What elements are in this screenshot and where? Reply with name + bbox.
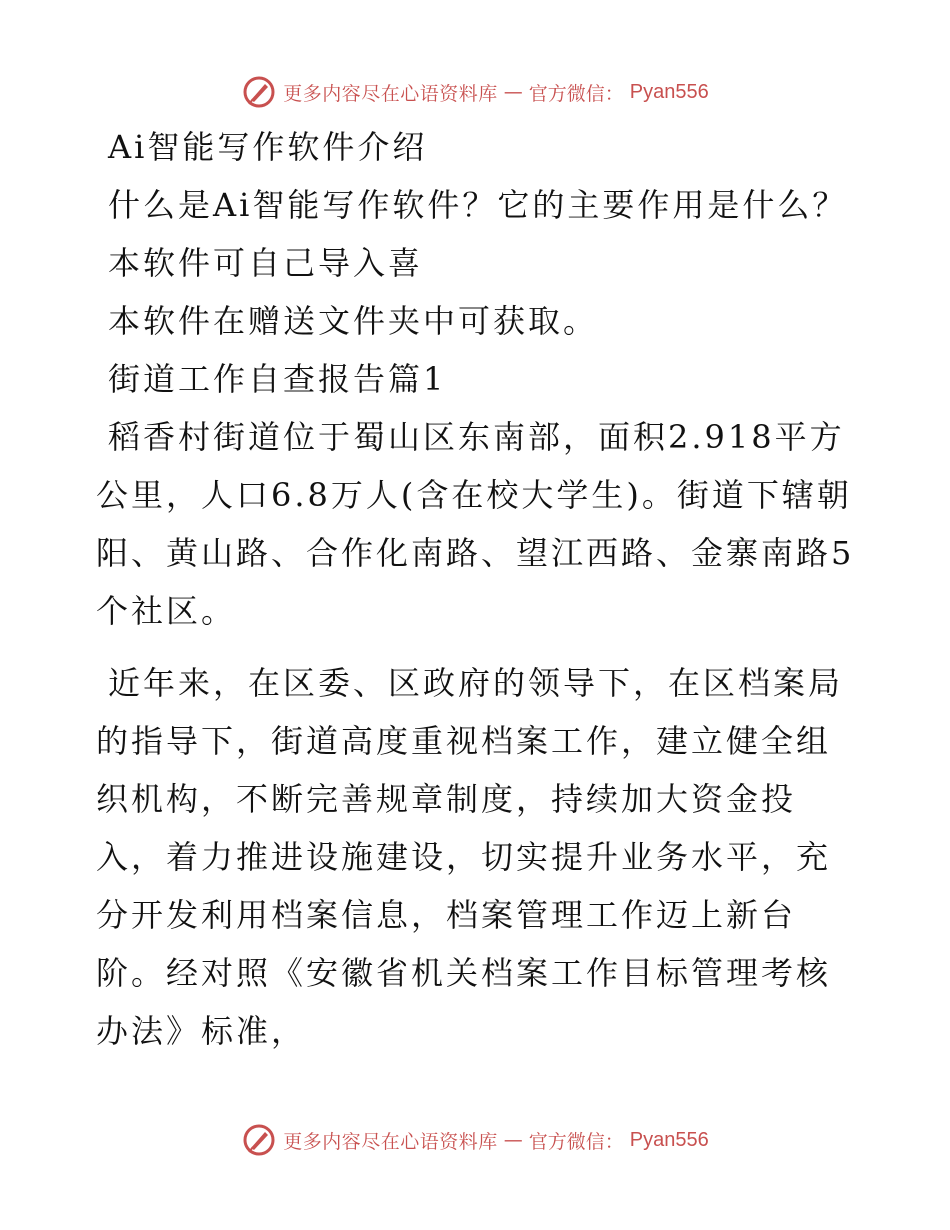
doc-title: Ai智能写作软件介绍 — [108, 128, 428, 166]
brand-text: 更多内容尽在心语资料库 — [283, 82, 498, 105]
banner-separator: — — [503, 1129, 523, 1151]
report-title: 街道工作自查报告篇1 — [108, 360, 447, 398]
brand-text: 更多内容尽在心语资料库 — [283, 1130, 498, 1153]
footer-banner — [0, 1120, 950, 1160]
wechat-label: 官方微信： — [528, 1130, 624, 1153]
document-body — [96, 118, 856, 1060]
doc-question: 什么是Ai智能写作软件？它的主要作用是什么？ — [108, 186, 848, 224]
doc-line-import: 本软件可自己导入喜 — [108, 244, 424, 282]
quill-in-circle-icon — [241, 1122, 277, 1158]
wechat-id: Pyan556 — [629, 80, 709, 103]
paragraph-work-summary: 近年来，在区委、区政府的领导下，在区档案局的指导下，街道高度重视档案工作，建立健全组织机构，不断完善规章制度，持续加大资金投入，着力推进设施建设，切实提升业务水平，充分开发利用档案信息，档案管理工作迈上新台阶。经对照《安徽省机关档案工作目标管理考核办法》标准， — [96, 664, 844, 1050]
doc-line-folder: 本软件在赠送文件夹中可获取。 — [108, 302, 599, 340]
paragraph-overview: 稻香村街道位于蜀山区东南部，面积2.918平方公里，人口6.8万人(含在校大学生)。街道下辖朝阳、黄山路、合作化南路、望江西路、金寨南路5个社区。 — [96, 418, 855, 630]
wechat-label: 官方微信： — [528, 82, 624, 105]
quill-in-circle-icon — [241, 74, 277, 110]
wechat-id: Pyan556 — [629, 1128, 709, 1151]
banner-separator: — — [503, 81, 523, 103]
header-banner — [0, 72, 950, 112]
